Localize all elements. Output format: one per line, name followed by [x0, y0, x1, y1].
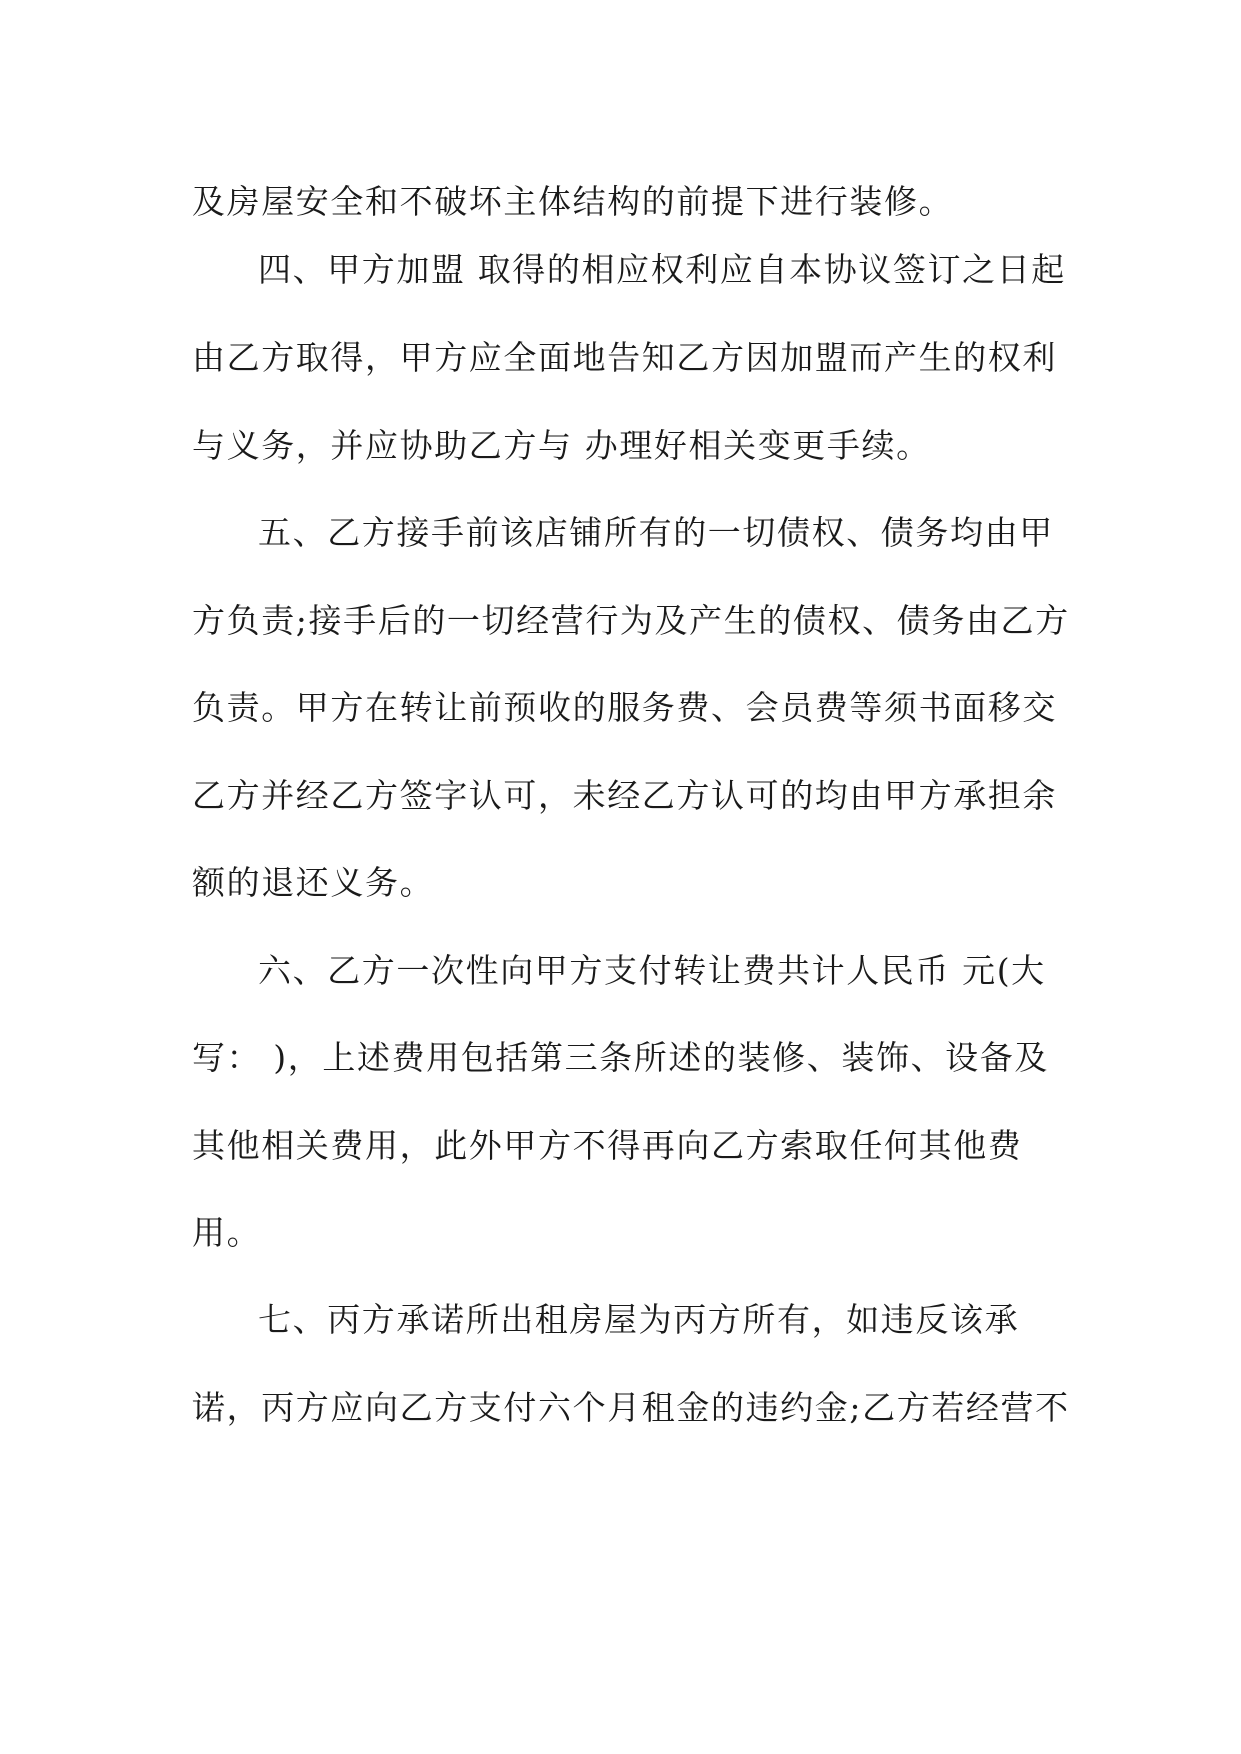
text-line: 与义务，并应协助乙方与 办理好相关变更手续。	[192, 426, 931, 465]
text-line: 诺，丙方应向乙方支付六个月租金的违约金;乙方若经营不	[192, 1388, 1070, 1427]
clause-five-start: 五、乙方接手前该店铺所有的一切债权、债务均由甲	[258, 513, 1054, 552]
clause-four-start: 四、甲方加盟 取得的相应权利应自本协议签订之日起	[258, 250, 1066, 289]
text-line: 负责。甲方在转让前预收的服务费、会员费等须书面移交	[192, 688, 1057, 727]
clause-six-start: 六、乙方一次性向甲方支付转让费共计人民币 元(大	[258, 951, 1046, 990]
text-line: 由乙方取得，甲方应全面地告知乙方因加盟而产生的权利	[192, 338, 1057, 377]
text-line: 及房屋安全和不破坏主体结构的前提下进行装修。	[192, 182, 954, 221]
text-line: 用。	[192, 1213, 262, 1252]
text-line: 方负责;接手后的一切经营行为及产生的债权、债务由乙方	[192, 601, 1070, 640]
text-line: 额的退还义务。	[192, 863, 435, 902]
text-line: 其他相关费用，此外甲方不得再向乙方索取任何其他费	[192, 1126, 1023, 1165]
text-line: 乙方并经乙方签字认可，未经乙方认可的均由甲方承担余	[192, 776, 1057, 815]
clause-seven-start: 七、丙方承诺所出租房屋为丙方所有，如违反该承	[258, 1300, 1020, 1339]
text-line: 写： )，上述费用包括第三条所述的装修、装饰、设备及	[192, 1038, 1049, 1077]
